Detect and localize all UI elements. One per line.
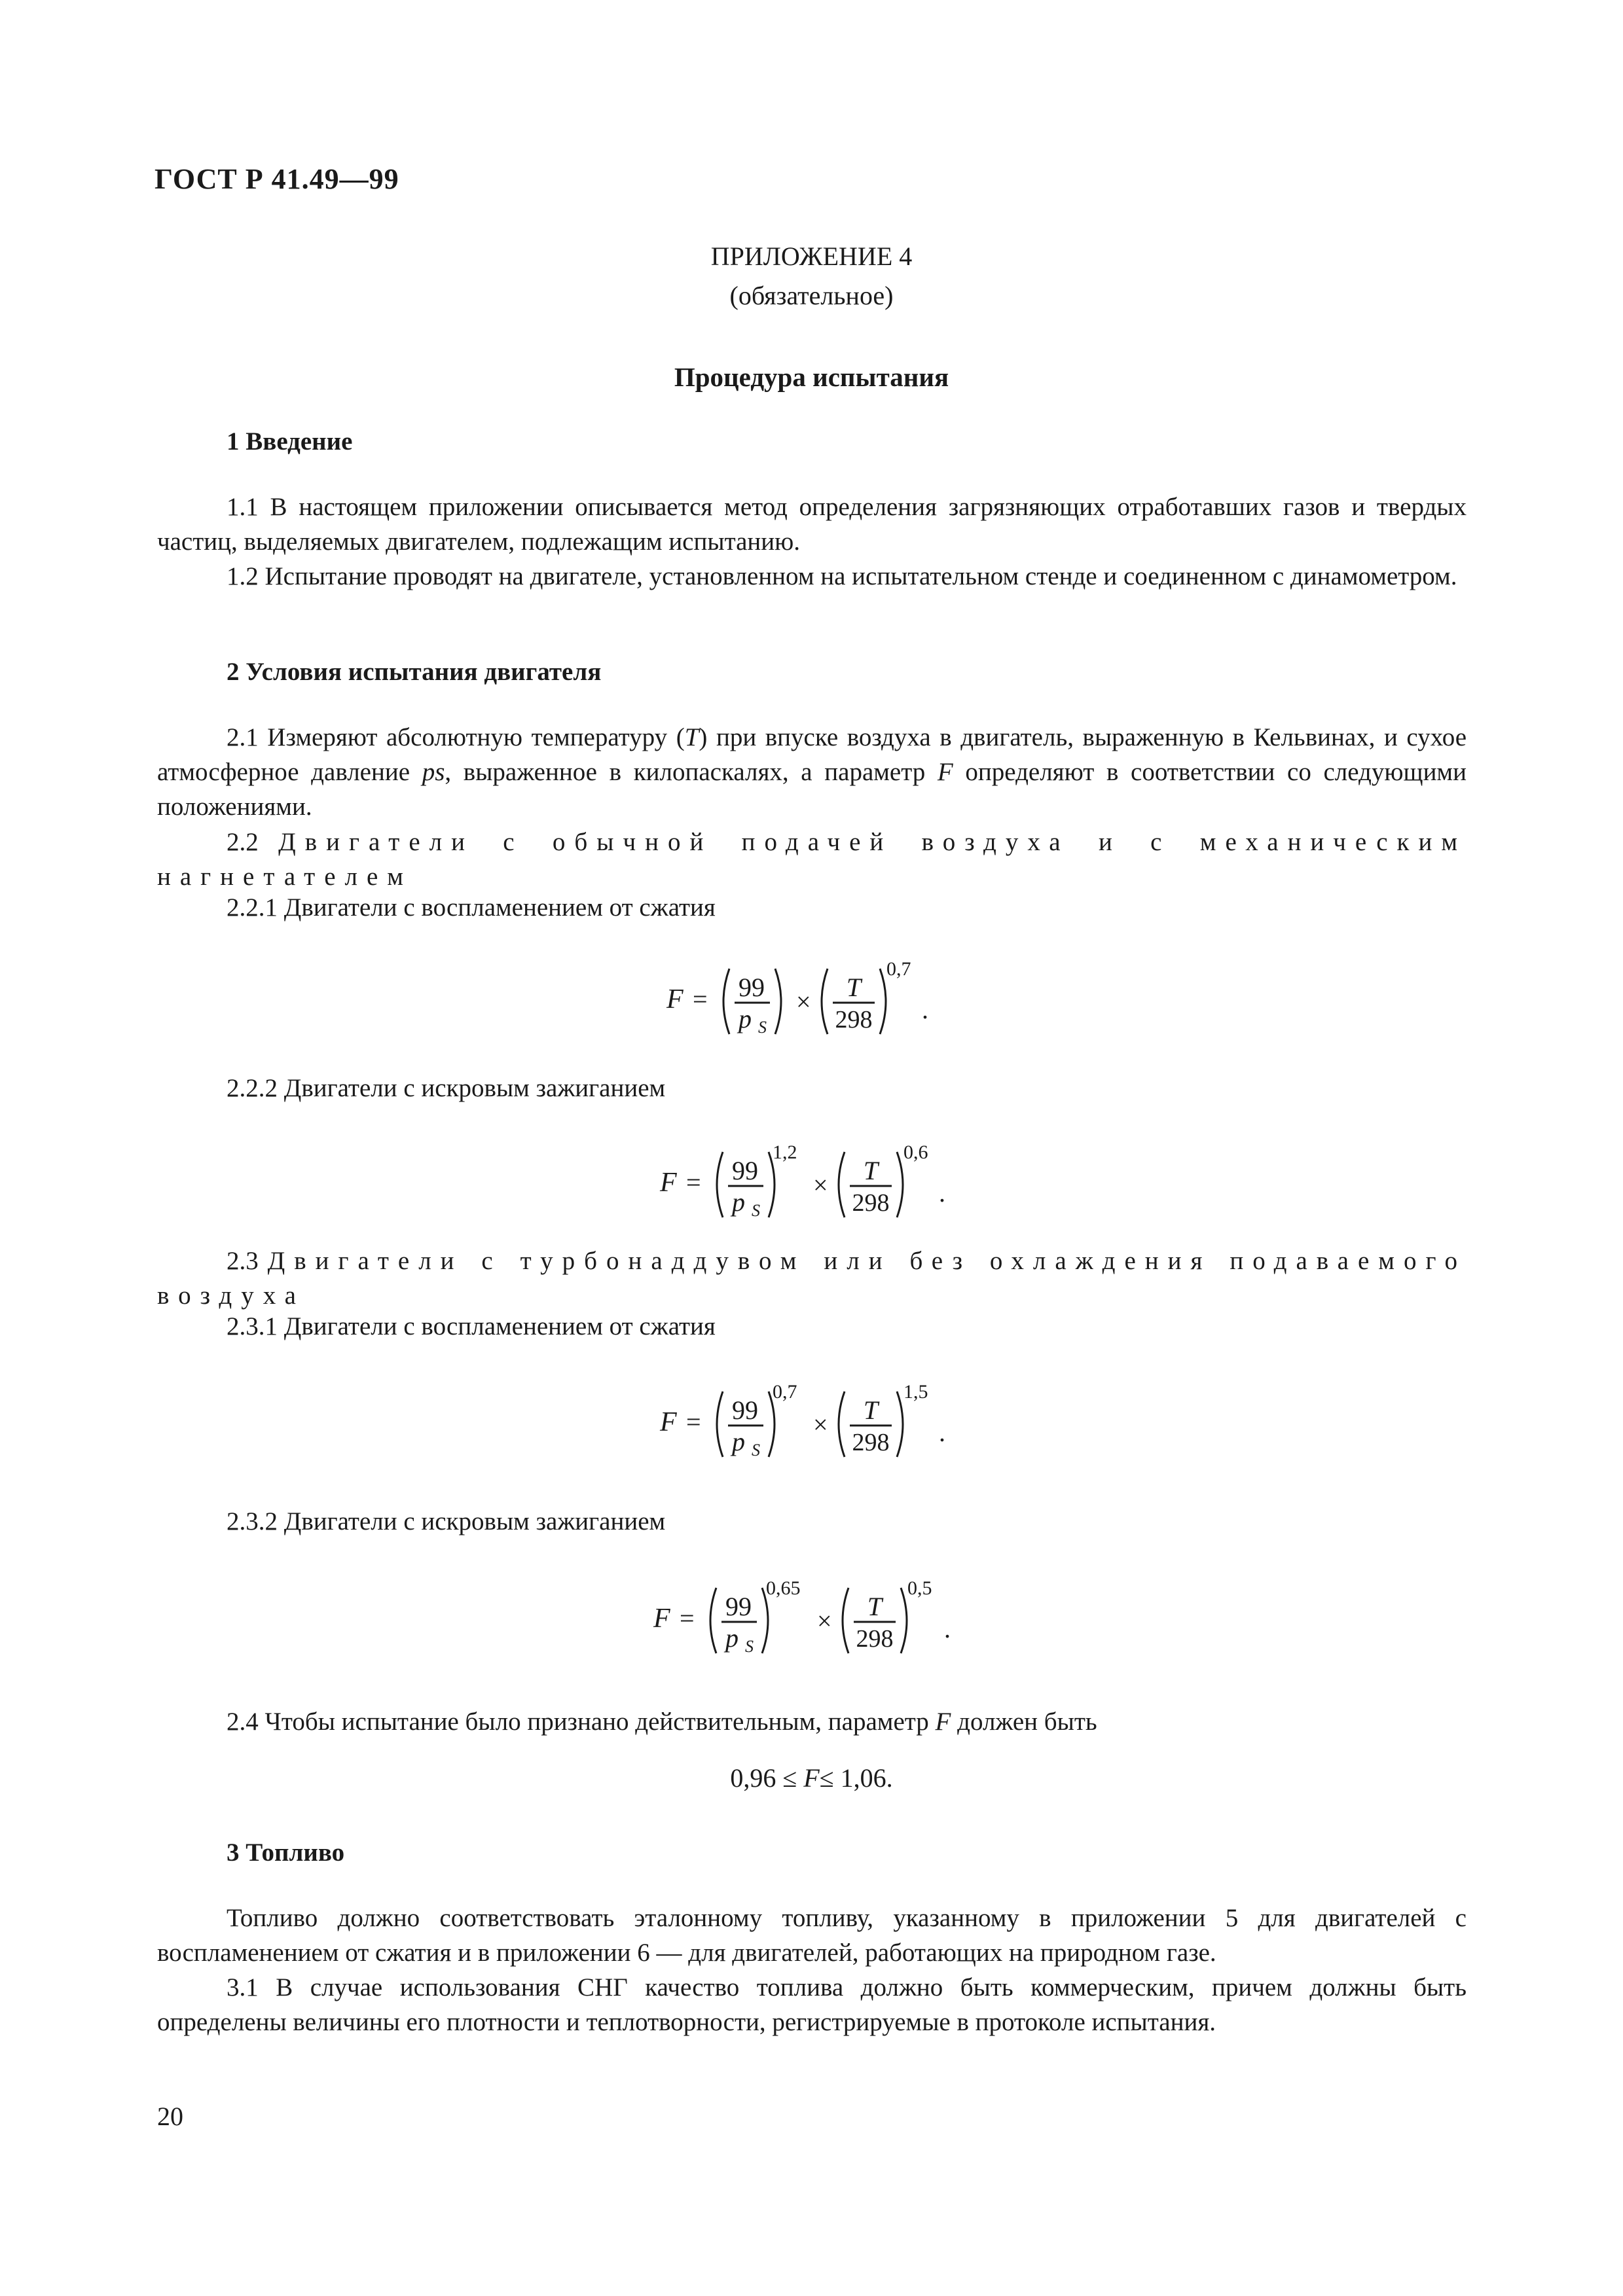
appendix-label: ПРИЛОЖЕНИЕ 4	[710, 242, 913, 271]
exponent-2: 0,5	[907, 1577, 932, 1599]
fraction-1-subscript: S	[751, 1201, 760, 1220]
paragraph-2-4: 2.4 Чтобы испытание было признано действительным, параметр F должен быть	[227, 1708, 1097, 1736]
paren-left-2	[839, 1152, 845, 1217]
exponent-2: 1,5	[903, 1381, 928, 1403]
fraction-2-denominator: 298	[856, 1625, 893, 1653]
paragraph-3-1: 3.1 В случае использования СНГ качество топлива должно быть коммерческим, причем должны быть определены величины его плотности и теплотворности, регистрируемые в протоколе испытания.	[157, 1973, 1467, 2036]
paren-right-2	[901, 1588, 907, 1653]
formula-times: ×	[795, 987, 811, 1016]
paren-left-1	[717, 1391, 723, 1457]
paren-right-1	[775, 969, 781, 1034]
formula-times: ×	[812, 1170, 828, 1200]
fraction-2-denominator: 298	[852, 1429, 889, 1456]
formula-equals: =	[692, 984, 708, 1014]
subsection-2-3-1: 2.3.1 Двигатели с воспламенением от сжатия	[227, 1312, 716, 1340]
exponent-1: 0,7	[772, 1381, 797, 1403]
paren-left-1	[723, 969, 729, 1034]
fraction-1-numerator: 99	[738, 973, 765, 1002]
fraction-1-numerator: 99	[731, 1395, 758, 1425]
formula-period: .	[938, 1418, 945, 1447]
subsection-2-3-heading: 2.3 Двигатели с турбонаддувом или без охлаждения подаваемого воздуха	[157, 1247, 1467, 1310]
subsection-2-2-heading: 2.2 Двигатели с обычной подачей воздуха и с механическим нагнетателем	[157, 828, 1467, 891]
paren-left-2	[822, 969, 828, 1034]
exponent-1: 1,2	[772, 1141, 797, 1163]
fraction-1-denominator: p	[731, 1427, 745, 1456]
fraction-1-subscript: S	[751, 1441, 760, 1460]
section-3-heading: 3 Топливо	[227, 1839, 345, 1867]
fraction-2-denominator: 298	[835, 1006, 872, 1033]
fraction-1-denominator: p	[738, 1004, 752, 1033]
formula-times: ×	[812, 1410, 828, 1439]
paragraph-2-1: 2.1 Измеряют абсолютную температуру (T) при впуске воздуха в двигатель, выраженную в Кельвинах, и сухое атмосферное давление ps, выраженное в килопаскалях, а параметр F определяют в соответствии со следующими положениями.	[157, 723, 1467, 821]
paren-right-2	[880, 969, 886, 1034]
fraction-1-numerator: 99	[731, 1156, 758, 1185]
formula-lhs: F	[659, 1407, 677, 1437]
fraction-2-numerator: T	[863, 1156, 878, 1185]
fraction-2-numerator: T	[863, 1395, 878, 1425]
exponent-2: 0,7	[886, 958, 911, 980]
paren-right-2	[897, 1391, 903, 1457]
formula-2-3-2	[0, 1571, 1623, 1669]
page-number: 20	[157, 2102, 183, 2131]
section-2-heading: 2 Условия испытания двигателя	[227, 658, 602, 686]
page-title: Процедура испытания	[674, 362, 949, 392]
exponent-1: 0,65	[765, 1577, 800, 1599]
fraction-1-subscript: S	[757, 1018, 767, 1037]
fraction-1-numerator: 99	[725, 1592, 752, 1621]
formula-2-2-2	[0, 1139, 1623, 1230]
document-code: ГОСТ Р 41.49—99	[155, 163, 399, 195]
formula-lhs: F	[659, 1168, 677, 1198]
formula-period: .	[938, 1178, 945, 1208]
fraction-2-numerator: T	[867, 1592, 882, 1621]
formula-2-2-1	[0, 956, 1623, 1047]
subsection-2-2-2: 2.2.2 Двигатели с искровым зажиганием	[227, 1074, 666, 1102]
formula-lhs: F	[653, 1604, 670, 1634]
section-1-heading: 1 Введение	[227, 427, 353, 456]
paren-left-2	[843, 1588, 848, 1653]
formula-times: ×	[816, 1606, 832, 1636]
formula-period: .	[921, 995, 928, 1024]
fraction-1-denominator: p	[725, 1623, 739, 1653]
formula-equals: =	[679, 1604, 695, 1633]
fraction-2-numerator: T	[846, 973, 861, 1002]
formula-lhs: F	[666, 984, 684, 1014]
fraction-2-denominator: 298	[852, 1189, 889, 1217]
paren-left-2	[839, 1391, 845, 1457]
paragraph-3-0: Топливо должно соответствовать эталонному топливу, указанному в приложении 5 для двигателей с воспламенением от сжатия и в приложении 6 — для двигателей, работающих на природном газе.	[157, 1904, 1467, 1967]
validity-inequality: 0,96 ≤ F≤ 1,06.	[730, 1763, 893, 1793]
formula-2-3-1	[0, 1374, 1623, 1473]
paragraph-1-1: 1.1 В настоящем приложении описывается метод определения загрязняющих отработавших газов и твердых частиц, выделяемых двигателем, подлежащим испытанию.	[157, 493, 1467, 556]
formula-equals: =	[685, 1168, 701, 1197]
fraction-1-denominator: p	[731, 1187, 745, 1217]
paren-left-1	[710, 1588, 716, 1653]
subsection-2-3-2: 2.3.2 Двигатели с искровым зажиганием	[227, 1507, 666, 1535]
formula-equals: =	[685, 1407, 701, 1437]
appendix-status: (обязательное)	[729, 281, 894, 310]
exponent-2: 0,6	[903, 1141, 928, 1163]
formula-period: .	[943, 1614, 951, 1643]
paren-right-2	[897, 1152, 903, 1217]
paren-left-1	[717, 1152, 723, 1217]
fraction-1-subscript: S	[744, 1637, 754, 1656]
subsection-2-2-1: 2.2.1 Двигатели с воспламенением от сжатия	[227, 893, 716, 922]
paragraph-1-2: 1.2 Испытание проводят на двигателе, установленном на испытательном стенде и соединенном с динамометром.	[227, 562, 1457, 590]
